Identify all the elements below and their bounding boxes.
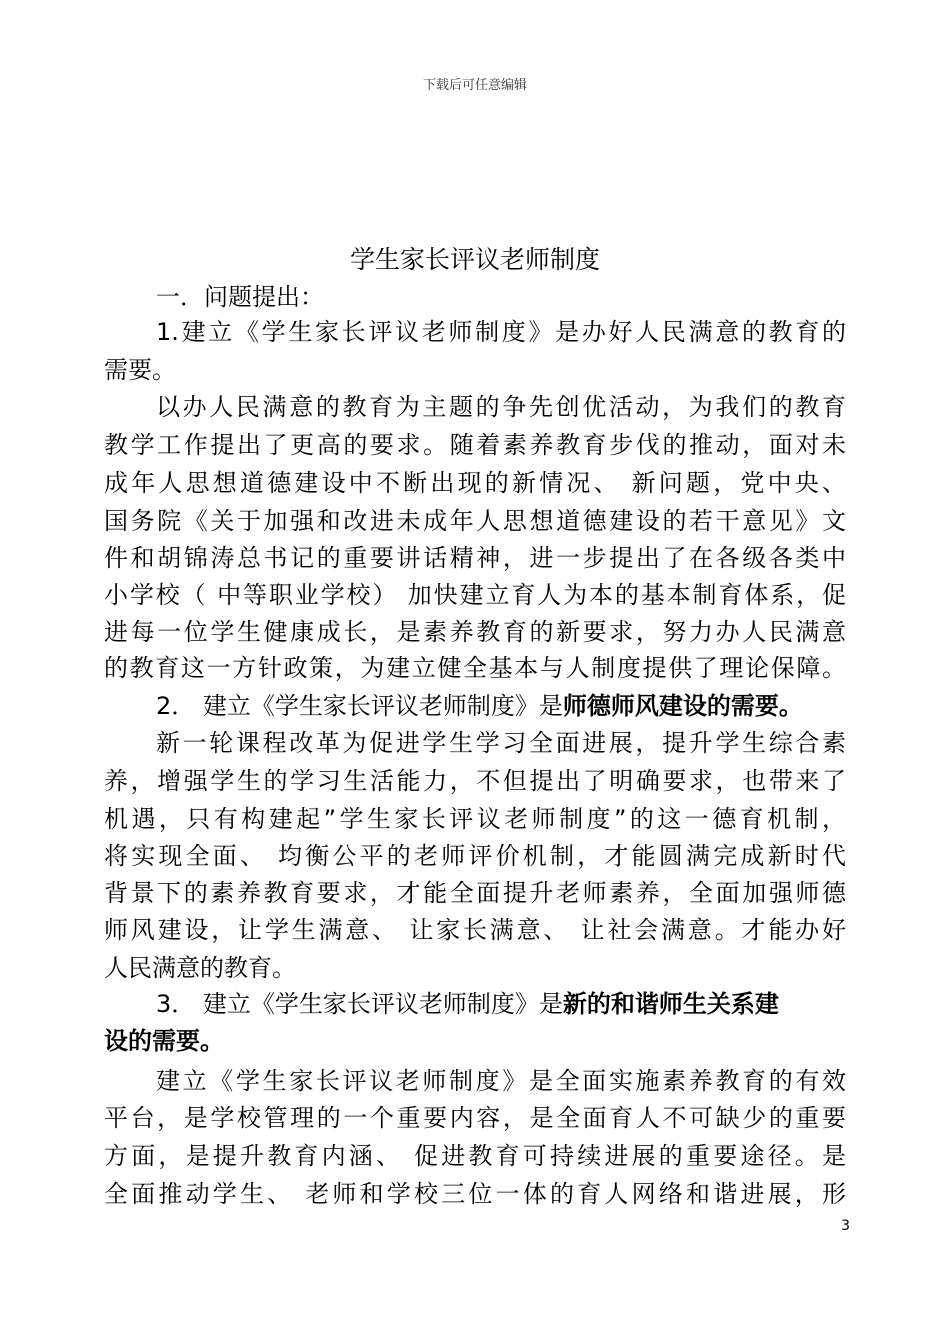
paragraph-line: 的教育这一方针政策，为建立健全基本与人制度提供了理论保障。 — [104, 654, 846, 682]
subheading-bold: 师德师风建设的需要。 — [562, 692, 803, 720]
subheading-prefix: 2． 建立《学生家长评议老师制度》是 — [156, 692, 563, 720]
paragraph-line: 设的需要。 — [104, 1027, 224, 1055]
paragraph-line: 全面推动学生、 老师和学校三位一体的育人网络和谐进展，形 — [104, 1180, 846, 1208]
paragraph-line: 师风建设，让学生满意、 让家长满意、 让社会满意。才能办好 — [104, 916, 846, 944]
section-heading: 一．问题提出： — [156, 283, 324, 311]
paragraph-line — [156, 986, 846, 1022]
paragraph-line: 方面，是提升教育内涵、 促进教育可持续进展的重要途径。是 — [104, 1142, 846, 1170]
subheading-bold: 新的和谐师生关系建 — [562, 990, 779, 1018]
paragraph-line — [156, 688, 846, 724]
paragraph-line: 进每一位学生健康成长，是素养教育的新要求，努力办人民满意 — [104, 618, 846, 646]
page-header: 下载后可任意编辑 — [422, 78, 527, 93]
document-title: 学生家长评议老师制度 — [349, 245, 600, 274]
paragraph-line: 1.建立《学生家长评议老师制度》是办好人民满意的教育的 — [156, 318, 846, 346]
paragraph-line: 教学工作提出了更高的要求。随着素养教育步伐的推动，面对未 — [104, 431, 846, 459]
paragraph-line: 养，增强学生的学习生活能力，不但提出了明确要求，也带来了 — [104, 767, 846, 795]
page-number: 3 — [841, 1218, 850, 1234]
paragraph-line: 人民满意的教育。 — [104, 954, 296, 982]
subheading-prefix: 3． 建立《学生家长评议老师制度》是 — [156, 990, 563, 1018]
paragraph-line: 新一轮课程改革为促进学生学习全面进展，提升学生综合素 — [156, 729, 846, 757]
paragraph-line: 背景下的素养教育要求，才能全面提升老师素养，全面加强师德 — [104, 879, 846, 907]
paragraph-line: 件和胡锦涛总书记的重要讲话精神，进一步提出了在各级各类中 — [104, 544, 846, 572]
paragraph-line: 国务院《关于加强和改进未成年人思想道德建设的若干意见》文 — [104, 507, 846, 535]
paragraph-line: 机遇，只有构建起”学生家长评议老师制度”的这一德育机制， — [104, 805, 846, 833]
paragraph-line: 小学校（ 中等职业学校） 加快建立育人为本的基本制育体系，促 — [104, 581, 846, 609]
paragraph-line: 成年人思想道德建设中不断出现的新情况、 新问题，党中央、 — [104, 469, 846, 497]
paragraph-line: 平台，是学校管理的一个重要内容，是全面育人不可缺少的重要 — [104, 1104, 846, 1132]
paragraph-line: 将实现全面、 均衡公平的老师评价机制，才能圆满完成新时代 — [104, 842, 846, 870]
paragraph-line: 需要。 — [104, 356, 176, 384]
paragraph-line: 建立《学生家长评议老师制度》是全面实施素养教育的有效 — [156, 1067, 846, 1095]
paragraph-line: 以办人民满意的教育为主题的争先创优活动，为我们的教育 — [156, 393, 846, 421]
